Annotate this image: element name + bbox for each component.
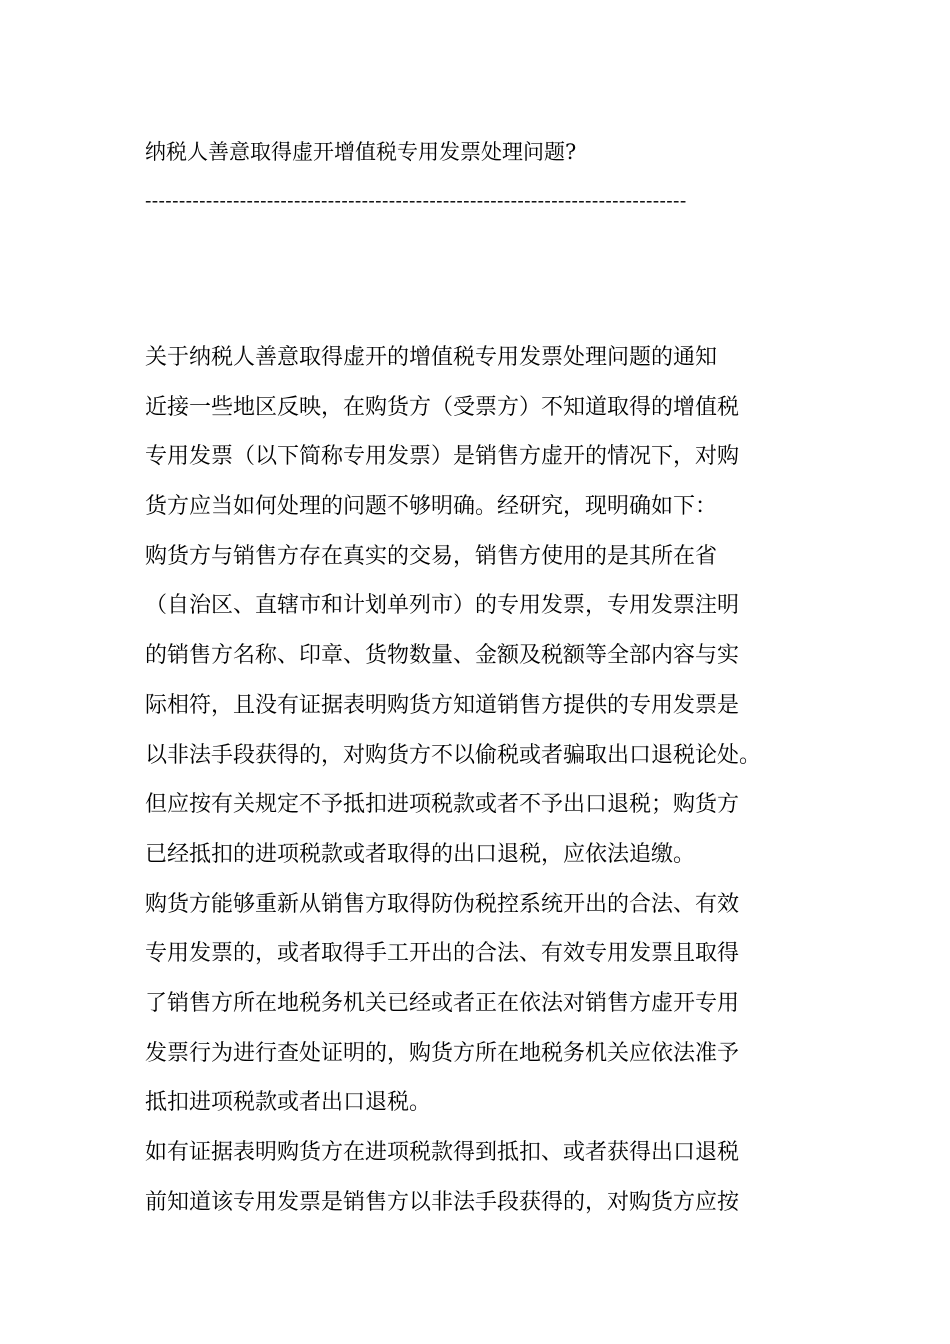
body-line: 购货方与销售方存在真实的交易，销售方使用的是其所在省 bbox=[145, 543, 718, 569]
dashed-divider: -------------------------------------------------------------------------------- bbox=[145, 190, 687, 212]
body-line: 的销售方名称、印章、货物数量、金额及税额等全部内容与实 bbox=[145, 643, 740, 669]
body-line: 但应按有关规定不予抵扣进项税款或者不予出口退税；购货方 bbox=[145, 792, 740, 818]
body-line: 专用发票（以下简称专用发票）是销售方虚开的情况下，对购 bbox=[145, 444, 740, 470]
body-line: 专用发票的，或者取得手工开出的合法、有效专用发票且取得 bbox=[145, 941, 740, 967]
body-line: 货方应当如何处理的问题不够明确。经研究，现明确如下： bbox=[145, 494, 718, 520]
body-line: 近接一些地区反映，在购货方（受票方）不知道取得的增值税 bbox=[145, 394, 740, 420]
body-line: 如有证据表明购货方在进项税款得到抵扣、或者获得出口退税 bbox=[145, 1140, 740, 1165]
body-line: 了销售方所在地税务机关已经或者正在依法对销售方虚开专用 bbox=[145, 990, 740, 1016]
body-line: 前知道该专用发票是销售方以非法手段获得的，对购货方应按 bbox=[145, 1189, 740, 1215]
body-line: 际相符，且没有证据表明购货方知道销售方提供的专用发票是 bbox=[145, 692, 740, 718]
body-line: 购货方能够重新从销售方取得防伪税控系统开出的合法、有效 bbox=[145, 891, 740, 917]
body-line: 发票行为进行查处证明的，购货方所在地税务机关应依法准予 bbox=[145, 1040, 740, 1066]
body-line: 抵扣进项税款或者出口退税。 bbox=[145, 1090, 432, 1116]
document-body bbox=[145, 333, 835, 1227]
body-line: 以非法手段获得的，对购货方不以偷税或者骗取出口退税论处。 bbox=[145, 742, 762, 768]
body-line: 已经抵扣的进项税款或者取得的出口退税，应依法追缴。 bbox=[145, 841, 696, 867]
body-line: 关于纳税人善意取得虚开的增值税专用发票处理问题的通知 bbox=[145, 345, 718, 370]
body-line: （自治区、直辖市和计划单列市）的专用发票，专用发票注明 bbox=[145, 593, 740, 619]
document-title: 纳税人善意取得虚开增值税专用发票处理问题? bbox=[145, 140, 577, 164]
